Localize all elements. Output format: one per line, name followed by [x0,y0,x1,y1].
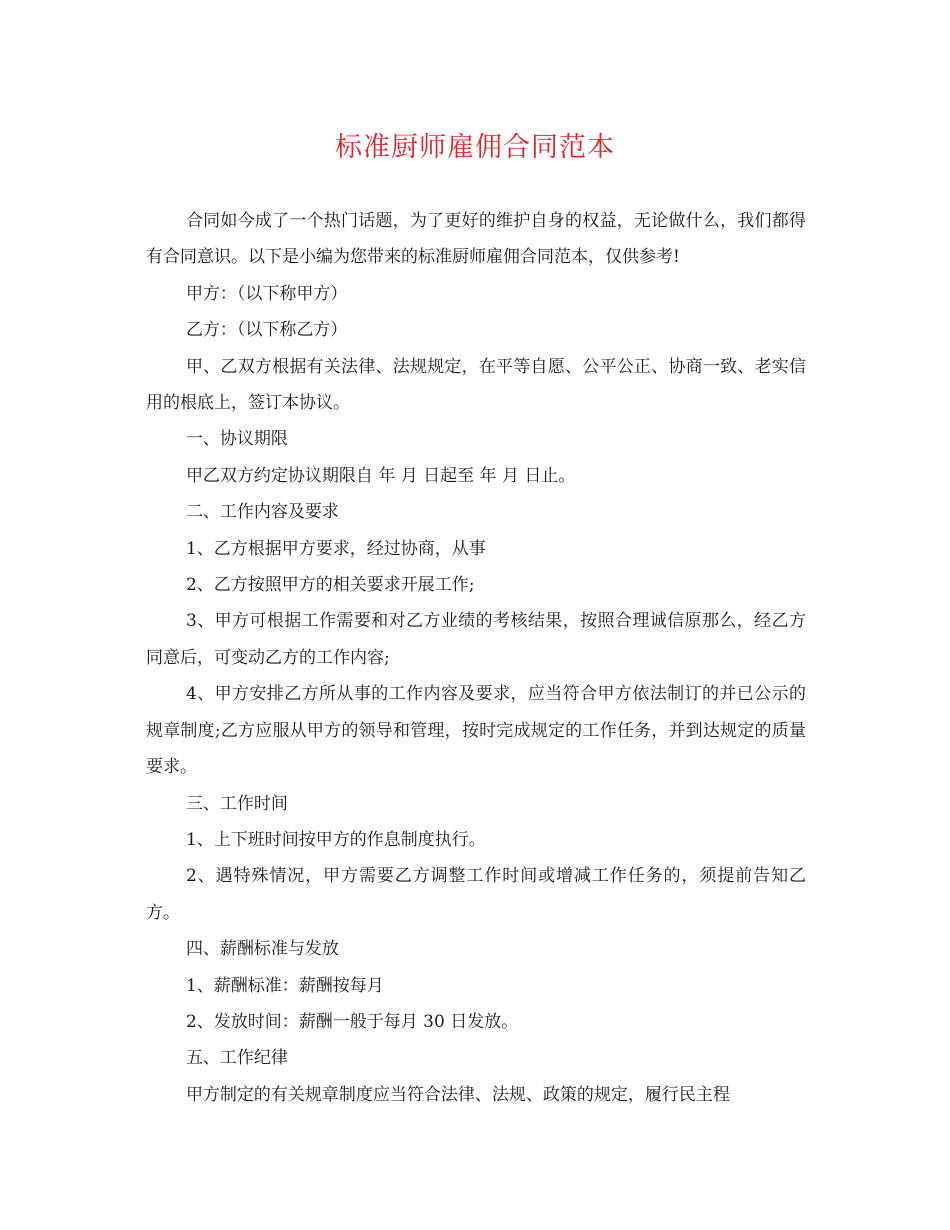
section-heading-work-content: 二、工作内容及要求 [185,502,339,523]
document-body [146,203,806,1113]
paragraph-work-item-1: 1、乙方根据甲方要求，经过协商，从事 [185,538,486,559]
section-heading-discipline: 五、工作纪律 [185,1048,288,1069]
document-title: 标准厨师雇佣合同范本 [335,132,615,163]
paragraph-preamble: 甲、乙双方根据有关法律、法规规定，在平等自愿、公平公正、协商一致、老实信用的根底上，签订本协议。 [146,356,806,414]
paragraph-time-item-1: 1、上下班时间按甲方的作息制度执行。 [185,829,486,850]
paragraph-time-item-2: 2、遇特殊情况，甲方需要乙方调整工作时间或增减工作任务的，须提前告知乙方。 [146,866,806,923]
paragraph-discipline: 甲方制定的有关规章制度应当符合法律、法规、政策的规定，履行民主程 [185,1084,730,1105]
paragraph-work-item-3: 3、甲方可根据工作需要和对乙方业绩的考核结果，按照合理诚信原那么，经乙方同意后，可变动乙方的工作内容; [146,611,806,668]
paragraph-party-a: 甲方：（以下称甲方） [185,283,348,304]
section-heading-salary: 四、薪酬标准与发放 [185,939,339,960]
paragraph-work-item-4: 4、甲方安排乙方所从事的工作内容及要求，应当符合甲方依法制订的并已公示的规章制度;乙方应服从甲方的领导和管理，按时完成规定的工作任务，并到达规定的质量要求。 [146,684,806,778]
section-heading-work-time: 三、工作时间 [185,793,288,814]
paragraph-term: 甲乙双方约定协议期限自 年 月 日起至 年 月 日止。 [185,465,576,486]
paragraph-intro: 合同如今成了一个热门话题，为了更好的维护自身的权益，无论做什么，我们都得有合同意识。以下是小编为您带来的标准厨师雇佣合同范本，仅供参考! [146,211,806,268]
paragraph-salary-item-1: 1、薪酬标准：薪酬按每月 [185,975,384,996]
section-heading-term: 一、协议期限 [185,429,288,450]
paragraph-party-b: 乙方：（以下称乙方） [185,320,348,341]
paragraph-salary-item-2: 2、发放时间：薪酬一般于每月 30 日发放。 [185,1011,519,1032]
paragraph-work-item-2: 2、乙方按照甲方的相关要求开展工作; [185,575,475,596]
